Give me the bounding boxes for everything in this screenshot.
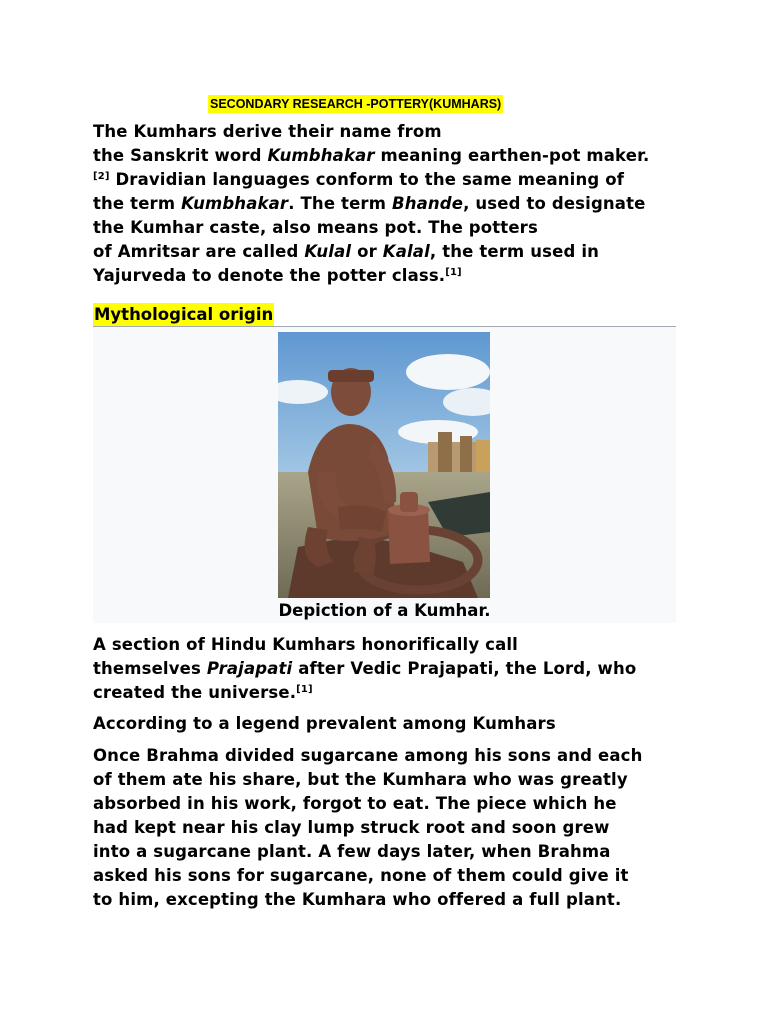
figure-caption: Depiction of a Kumhar. (278, 601, 491, 620)
legend-intro-line: According to a legend prevalent among Kumhars (93, 714, 556, 733)
intro-line: the term Kumbhakar. The term Bhande, used to designate (93, 194, 646, 213)
legend-line: had kept near his clay lump struck root and soon grew (93, 818, 610, 837)
citation-2[interactable]: [2] (93, 171, 110, 182)
legend-line: absorbed in his work, forgot to eat. The piece which he (93, 794, 617, 813)
term-kalal: Kalal (382, 242, 430, 261)
intro-line: The Kumhars derive their name from (93, 122, 442, 141)
intro-line: the Kumhar caste, also means pot. The potters (93, 218, 538, 237)
kumhar-statue-image (278, 332, 490, 598)
legend-line: Once Brahma divided sugarcane among his sons and each (93, 746, 643, 765)
intro-paragraph (93, 120, 693, 288)
page-title: SECONDARY RESEARCH -POTTERY(KUMHARS) (210, 97, 502, 111)
prajapati-line: themselves Prajapati after Vedic Prajapati, the Lord, who (93, 659, 637, 678)
prajapati-paragraph (93, 633, 693, 705)
prajapati-line: created the universe.[1] (93, 683, 313, 702)
citation-1[interactable]: [1] (445, 267, 462, 278)
intro-line: Yajurveda to denote the potter class.[1] (93, 266, 462, 285)
legend-intro (93, 712, 693, 736)
term-kulal: Kulal (304, 242, 352, 261)
intro-line: [2] Dravidian languages conform to the same meaning of (93, 170, 625, 189)
citation-1[interactable]: [1] (296, 684, 313, 695)
term-bhande: Bhande (391, 194, 464, 213)
term-prajapati: Prajapati (206, 659, 293, 678)
legend-paragraph (93, 744, 693, 912)
legend-line: into a sugarcane plant. A few days later, when Brahma (93, 842, 611, 861)
prajapati-line: A section of Hindu Kumhars honorifically call (93, 635, 518, 654)
intro-line: the Sanskrit word Kumbhakar meaning earthen-pot maker. (93, 146, 650, 165)
legend-line: of them ate his share, but the Kumhara who was greatly (93, 770, 628, 789)
section-heading: Mythological origin (93, 303, 274, 327)
legend-line: asked his sons for sugarcane, none of them could give it (93, 866, 629, 885)
intro-line: of Amritsar are called Kulal or Kalal, the term used in (93, 242, 600, 261)
term-kumbhakar: Kumbhakar (181, 194, 289, 213)
term-kumbhakar: Kumbhakar (267, 146, 375, 165)
legend-line: to him, excepting the Kumhara who offered a full plant. (93, 890, 622, 909)
